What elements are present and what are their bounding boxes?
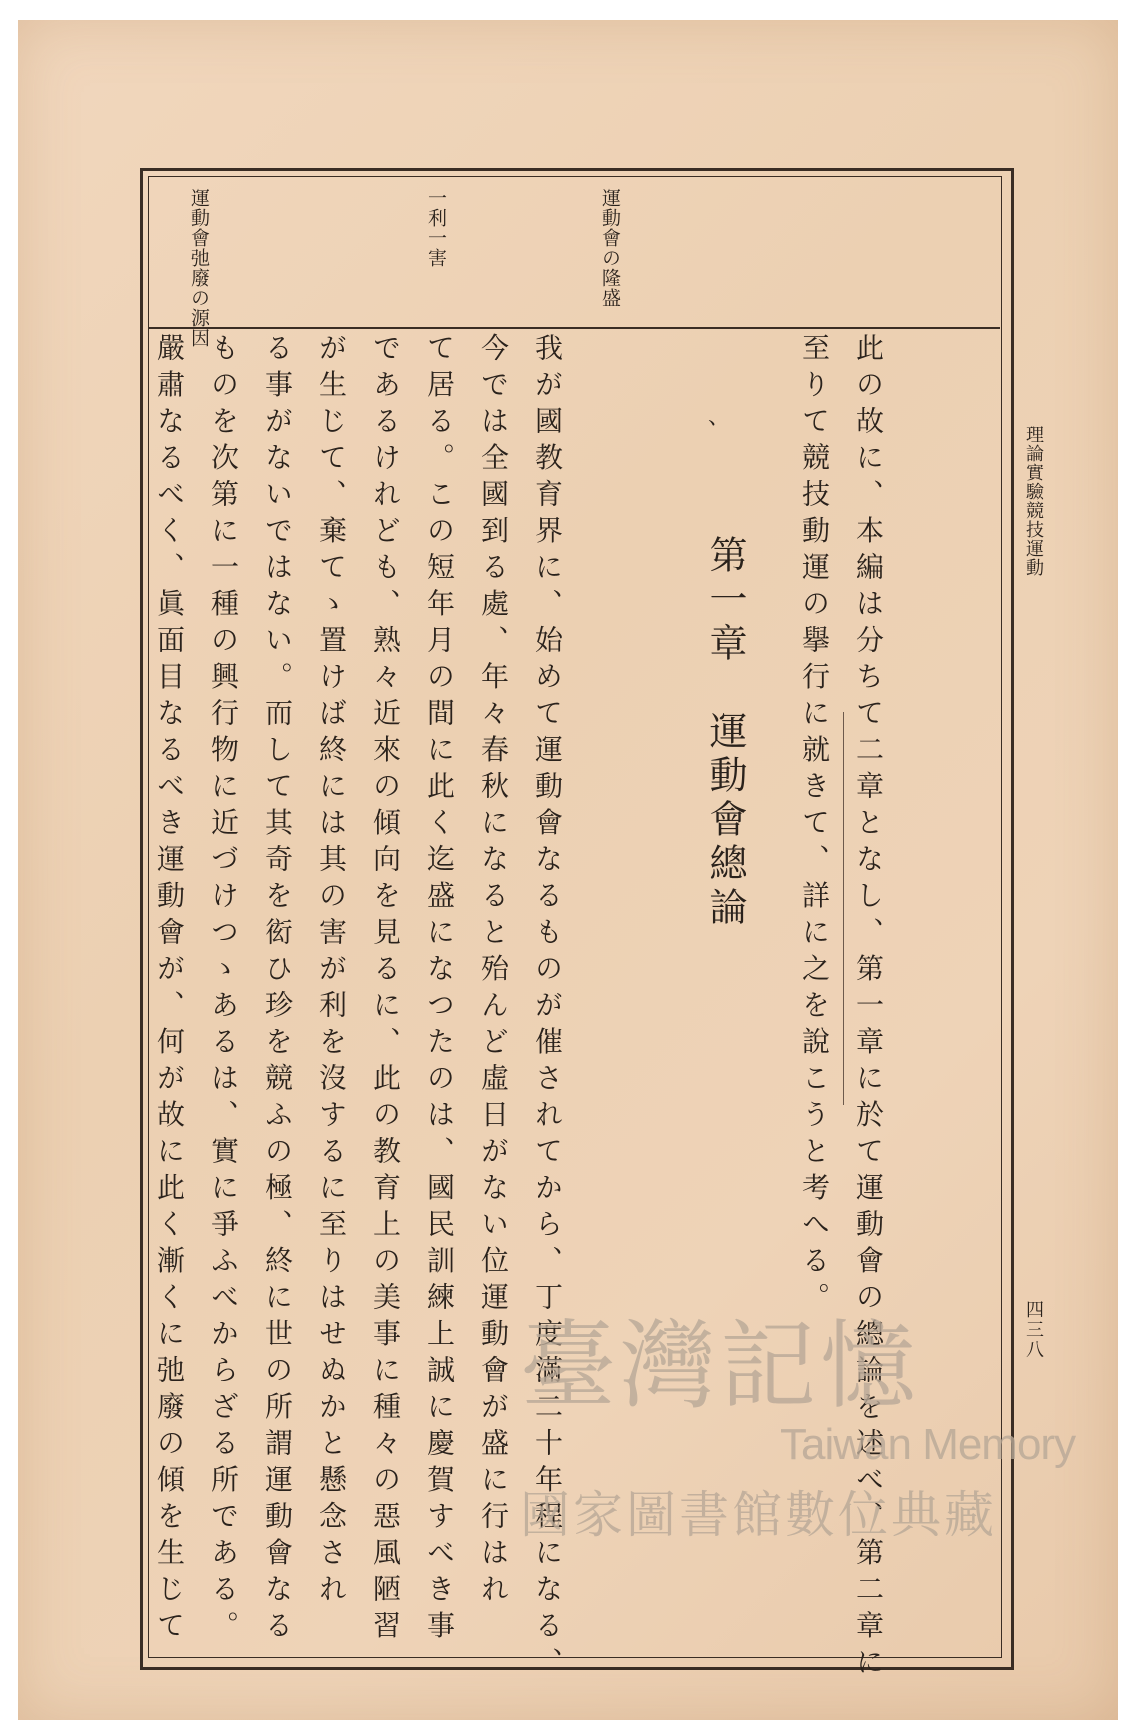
watermark-subtitle: Taiwan Memory [780, 1420, 1076, 1469]
margin-note: 一利一害 [425, 188, 447, 268]
margin-note: 運動會の隆盛 [599, 188, 621, 308]
intro-line: 此の故に、本編は分ちて二章となし、第一章に於て運動會の總論を述べ、第二章に [852, 333, 885, 1684]
intro-line: 至りて競技動運の擧行に就きて、詳に之を說こうと考へる。 [798, 333, 831, 1319]
body-line: であるけれども、熟々近來の傾向を見るに、此の教育上の美事に種々の惡風陋習 [369, 333, 402, 1647]
body-line: る事がないではない。而して其奇を衒ひ珍を競ふの極、終に世の所謂運動會なる [261, 333, 294, 1647]
page-number: 四三八 [1023, 1300, 1044, 1360]
body-line: が生じて、棄てゝ置けば終には其の害が利を沒するに至りはせぬかと懸念され [315, 333, 348, 1611]
margin-note-rule [149, 327, 1000, 329]
body-line: 今では全國到る處、年々春秋になると殆んど虛日がない位運動會が盛に行はれ [477, 333, 510, 1611]
watermark-library: 國家圖書館數位典藏 [520, 1486, 997, 1544]
watermark-logo: 臺灣記憶 [520, 1310, 920, 1422]
body-line: ものを次第に一種の興行物に近づけつゝあるは、實に爭ふべからざる所である。 [207, 333, 240, 1647]
body-line: 嚴肅なるべく、眞面目なるべき運動會が、何が故に此く漸くに弛廢の傾を生じて [153, 333, 186, 1647]
body-line: て居る。この短年月の間に此く迄盛になつたのは、國民訓練上誠に慶賀すべき事 [423, 333, 456, 1647]
chapter-mark: 、 [708, 405, 731, 430]
margin-note: 運動會弛廢の源因 [188, 188, 210, 348]
body-line: 我が國教育界に、始めて運動會なるものが催されてから、丁度滿二十年程になる、 [531, 333, 564, 1684]
chapter-title: 第一章 運動會總論 [703, 535, 747, 931]
running-title: 理論實驗競技運動 [1023, 425, 1044, 577]
section-divider [843, 712, 844, 1105]
